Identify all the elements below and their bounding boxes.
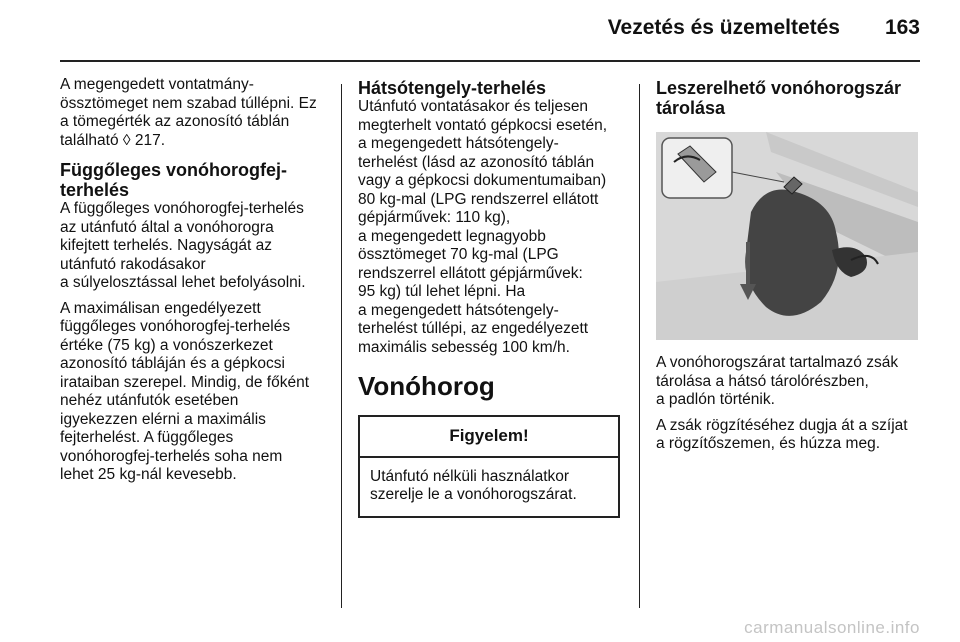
vertical-load-heading: Függőleges vonóhorogfej- terhelés	[60, 160, 287, 200]
intro-paragraph: A megengedett vontatmány- össztömeget nem szabad túllépni. Ez a tömegérték az azonosító táblán található ◊ 217.	[60, 76, 317, 149]
chapter-title: Vezetés és üzemeltetés	[607, 16, 840, 39]
rear-axle-heading: Hátsótengely-terhelés	[358, 78, 547, 98]
column-1	[60, 76, 332, 492]
page-number: 163	[884, 16, 920, 39]
watermark: carmanualsonline.info	[744, 618, 920, 637]
column-3	[656, 76, 920, 461]
column-divider-1	[341, 84, 342, 608]
towbar-section-title: Vonóhorog	[358, 371, 495, 401]
vertical-load-paragraph-1: A függőleges vonóhorogfej-terhelés az utánfutó által a vonóhorogra kifejtett terhelés. Nagyságát az utánfutó rakodásakor a súlyelosztással lehet befolyásolni.	[60, 200, 306, 291]
column-2	[358, 76, 626, 518]
rear-axle-paragraph: Utánfutó vontatásakor és teljesen megterhelt vontató gépkocsi esetén, a megengedett hátsótengely- terhelést (lásd az azonosító táblán vagy a gépkocsi dokumentumaiban) 80 kg-mal (LPG rendszerrel ellátott gépjárművek: 110 kg), a megengedett legnagyobb össztömeget 70 kg-mal (LPG rendszerrel ellátott gépjárművek: 95 kg) túl lehet lépni. Ha a megengedett hátsótengely- terhelést túllépi, az engedélyezett maximális sebesség 100 km/h.	[358, 98, 608, 356]
header-rule	[60, 60, 920, 62]
vertical-load-paragraph-2: A maximálisan engedélyezett függőleges vonóhorogfej-terhelés értéke (75 kg) a vonószerkezet azonosító tábláján és a gépkocsi irataiban szerepel. Mindig, de főként nehéz utánfutók esetében igyekezzen elérni a maximális fejterhelést. A függőleges vonóhorogfej-terhelés soha nem lehet 25 kg-nál kevesebb.	[60, 299, 310, 483]
storage-heading: Leszerelhető vonóhorogszár tárolása	[656, 78, 902, 118]
storage-paragraph-1: A vonóhorogszárat tartalmazó zsák tárolása a hátsó tárolórészben, a padlón történik.	[656, 354, 899, 408]
warning-title: Figyelem!	[360, 417, 618, 458]
column-divider-2	[639, 84, 640, 608]
towbar-bag-illustration	[656, 132, 918, 340]
warning-body: Utánfutó nélküli használatkor szerelje le a vonóhorogszárat.	[370, 467, 577, 503]
storage-paragraph-2: A zsák rögzítéséhez dugja át a szíjat a rögzítőszemen, és húzza meg.	[656, 416, 908, 452]
illustration-svg	[656, 132, 918, 340]
warning-box	[358, 415, 620, 518]
